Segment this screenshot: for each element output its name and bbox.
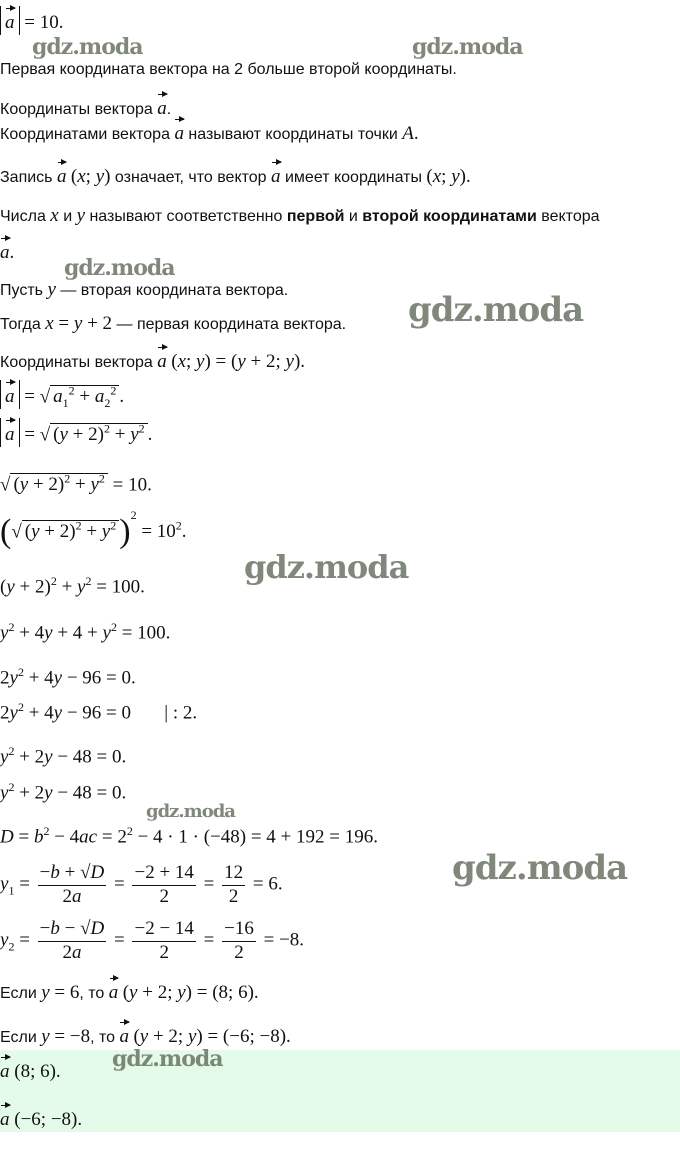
abs-equation: a = 10.: [0, 6, 63, 35]
step-3: $2y^2 + 4y - 96 = 0$.: [0, 665, 136, 689]
watermark: gdz.moda: [452, 848, 628, 888]
watermark: gdz.moda: [112, 1046, 223, 1072]
let-line: Пусть y — вторая координата вектора.: [0, 279, 289, 300]
step-5: $y^2 + 2y - 48 = 0$.: [0, 744, 127, 768]
equation-squared: (√ $(y + 2)^2 + y^2)^2 = 10^2$.: [0, 508, 187, 551]
step-1: $(y + 2)^2 + y^2 = 100$.: [0, 574, 145, 598]
watermark: gdz.moda: [244, 548, 409, 586]
watermark: gdz.moda: [32, 34, 143, 60]
case-1: Если y = 6, то a (y + 2; y) = (8; 6).: [0, 976, 259, 1005]
notation-line: Запись a (x; y) означает, что вектор a имеет координаты (x; y).: [0, 160, 471, 189]
equation-sqrt: √ $(y + 2)^2 + y^2 = 10$.: [0, 472, 152, 496]
coords-heading: Координаты вектора a.: [0, 92, 171, 106]
step-2: $y^2 + 4y + 4 + y^2 = 100$.: [0, 620, 171, 644]
answer-1: a (8; 6).: [0, 1055, 61, 1084]
answer-2: a (−6; −8).: [0, 1103, 82, 1132]
watermark: gdz.moda: [146, 801, 235, 822]
vector-a: a.: [0, 236, 14, 265]
definition-line: Координатами вектора a называют координаты точки A.: [0, 117, 419, 146]
length-formula: a = √ $a_1^2 + a_2^2$ .: [0, 380, 124, 410]
step-6: $y^2 + 2y - 48 = 0$.: [0, 780, 127, 804]
watermark: gdz.moda: [64, 255, 175, 281]
root-1: $y_1$ = $\frac{-b + √D}{2a}$ = $\frac{-2 + 14}{2}$ = $\frac{12}{2}$ = 6.: [0, 862, 283, 907]
case-2: Если y = −8, то a (y + 2; y) = (−6; −8).: [0, 1020, 291, 1049]
root-2: $y_2$ = $\frac{-b - √D}{2a}$ = $\frac{-2 - 14}{2}$ = $\frac{-16}{2}$ = −8.: [0, 918, 305, 963]
watermark: gdz.moda: [412, 34, 523, 60]
step-4: $2y^2 + 4y - 96 = 0$ | : 2.: [0, 700, 198, 724]
numbers-line: Числа x и y называют соответственно первой и второй координатами вектора: [0, 205, 600, 226]
discriminant: $D = b^2 - 4ac = 2^2 - 4 \cdot 1 \cdot (-48) = 4 + 192 = 196$.: [0, 824, 378, 848]
length-substituted: a = √ $(y + 2)^2 + y^2$ .: [0, 418, 152, 447]
then-line: Тогда x = y + 2 — первая координата вектора.: [0, 313, 347, 334]
coords-line: Координаты вектора a (x; y) = (y + 2; y).: [0, 345, 305, 374]
answer-highlight: [0, 1050, 680, 1132]
watermark: gdz.moda: [408, 290, 584, 330]
condition-text: Первая координата вектора на 2 больше второй координаты.: [0, 61, 457, 78]
